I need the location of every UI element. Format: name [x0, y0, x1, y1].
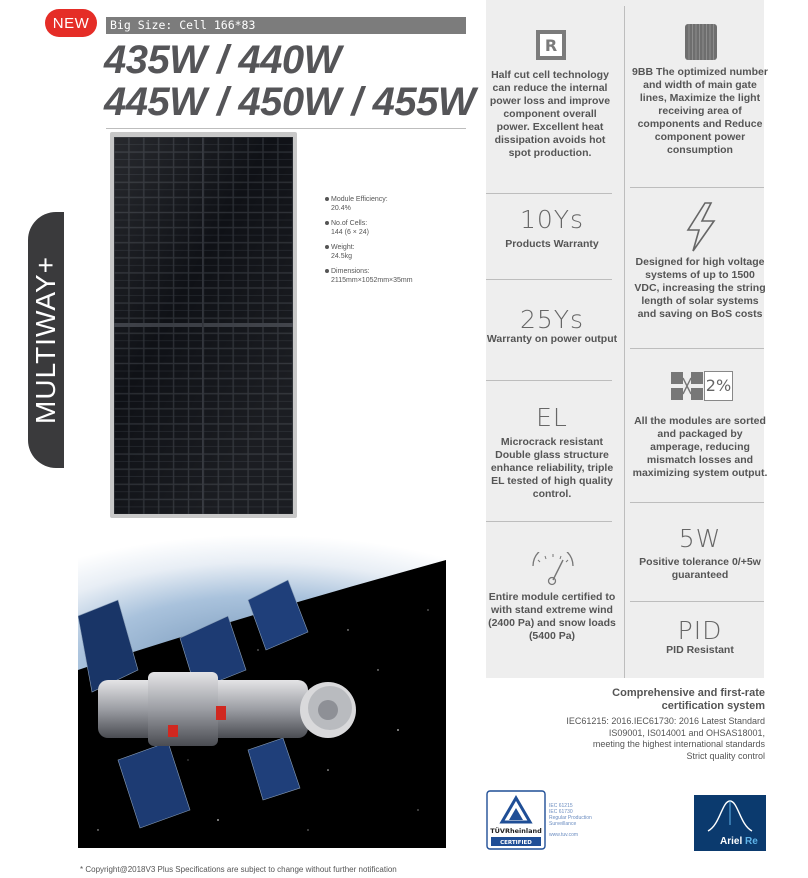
divider: [630, 502, 764, 503]
column-divider: [624, 6, 625, 678]
divider: [486, 193, 612, 194]
svg-text:TÜVRheinland: TÜVRheinland: [490, 827, 542, 835]
divider: [630, 187, 764, 188]
certification-body: IEC61215: 2016.IEC61730: 2016 Latest Standard IS09001, IS014001 and OHSAS18001, meeting the highest international standards Strict quality control: [566, 716, 765, 761]
products-years: 10Ys: [519, 205, 585, 234]
new-badge: NEW: [45, 9, 97, 37]
size-bar: Big Size: Cell 166*83: [106, 17, 466, 34]
divider: [486, 380, 612, 381]
el-label: EL: [536, 403, 568, 432]
busbar-cell-icon: [684, 23, 718, 61]
products-warranty-text: Products Warranty: [505, 238, 599, 250]
ariel-name: Ariel Re: [720, 836, 758, 847]
panel-shine: [114, 137, 293, 514]
wind-snow-text: Entire module certified to with stand extreme wind (2400 Pa) and snow loads (5400 Pa): [488, 591, 616, 642]
copyright-footer: * Copyright@2018V3 Plus Specifications are subject to change without further notification: [80, 865, 397, 874]
tuv-certified-logo: [486, 790, 546, 850]
spec-dimensions: Dimensions: 2115mm×1052mm×35mm: [325, 267, 455, 285]
svg-text:CERTIFIED: CERTIFIED: [500, 840, 532, 846]
pid-text: PID Resistant: [666, 644, 734, 656]
mismatch-percent: 2%: [704, 371, 733, 401]
busbar-text: 9BB The optimized number and width of main gate lines, Maximize the light receiving area of components and Reduce component power consumption: [632, 66, 768, 156]
svg-text:R: R: [544, 36, 558, 55]
power-line-1: 435W / 440W: [104, 38, 341, 82]
wind-gauge-icon: [530, 552, 576, 586]
el-text: Microcrack resistant Double glass structure enhance reliability, triple EL tested of high quality control.: [490, 436, 614, 500]
divider: [486, 521, 612, 522]
space-station-image: [78, 520, 446, 848]
power-warranty-text: Warranty on power output: [486, 333, 618, 345]
divider: [106, 128, 466, 129]
tolerance-text: Positive tolerance 0/+5w guaranteed: [639, 556, 761, 581]
divider: [486, 279, 612, 280]
sorting-text: All the modules are sorted and packaged by amperage, reducing mismatch losses and maximizing system output.: [632, 415, 768, 479]
spec-list: [325, 195, 455, 291]
half-cut-cell-icon: [534, 28, 568, 62]
pid-label: PID: [677, 616, 723, 645]
certification-title: Comprehensive and first-rate certification system: [612, 687, 765, 712]
divider: [630, 348, 764, 349]
tolerance-label: 5W: [678, 524, 722, 553]
spec-cells: No.of Cells: 144 (6 × 24): [325, 219, 455, 237]
tuv-text: IEC 61215 IEC 61730 Regular Production Surveillance www.tuv.com: [549, 803, 592, 838]
spec-weight: Weight: 24.5kg: [325, 243, 455, 261]
divider: [630, 601, 764, 602]
half-cut-text: Half cut cell technology can reduce the internal power loss and improve component overall power. Excellent heat dissipation avoids hot spot production.: [489, 69, 611, 159]
power-line-2: 445W / 450W / 455W: [104, 80, 476, 124]
sorting-icon: [670, 371, 704, 401]
voltage-text: Designed for high voltage systems of up to 1500 VDC, increasing the string length of solar systems and saving on BoS costs: [634, 256, 766, 320]
power-years: 25Ys: [519, 305, 585, 334]
lightning-icon: [683, 202, 719, 252]
spec-efficiency: Module Efficiency: 20.4%: [325, 195, 455, 213]
side-label: MULTIWAY+: [30, 256, 61, 424]
